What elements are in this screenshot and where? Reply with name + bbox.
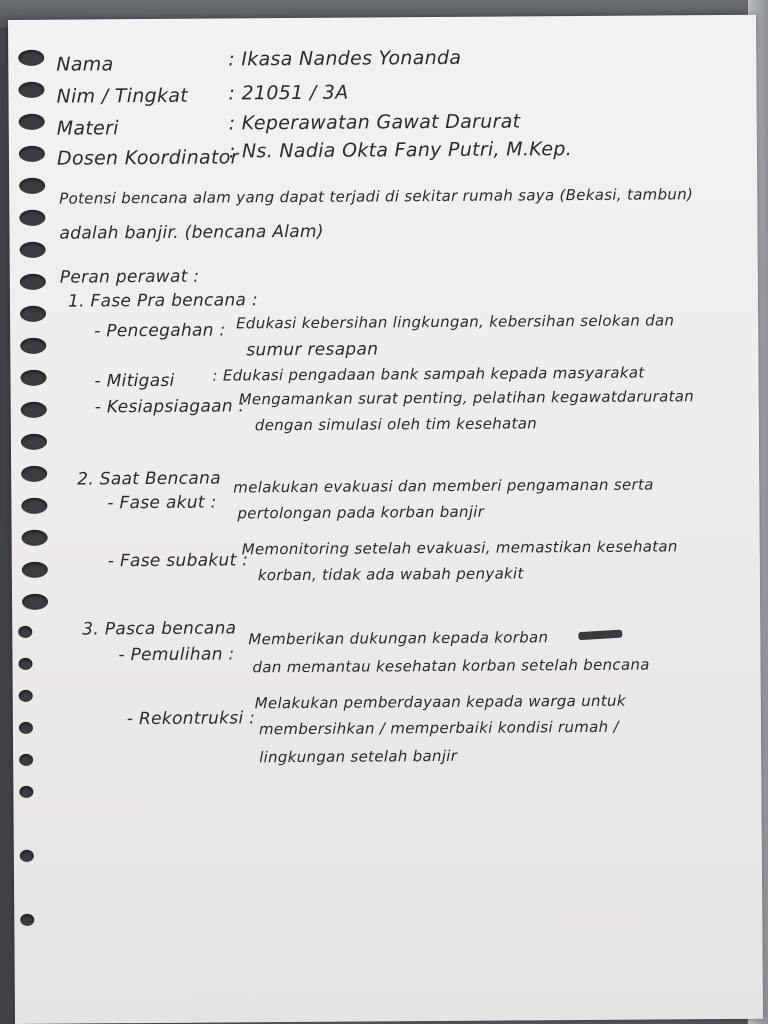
binder-hole xyxy=(20,242,46,258)
binder-hole xyxy=(19,722,33,734)
binder-hole xyxy=(20,274,46,290)
binder-hole xyxy=(19,114,45,130)
rekontruksi-text-3: lingkungan setelah banjir xyxy=(259,746,458,767)
fase-akut-text-1: melakukan evakuasi dan memberi pengamanan serta xyxy=(233,475,654,497)
pemulihan-text-2: dan memantau kesehatan korban setelah bencana xyxy=(252,655,650,677)
binder-hole xyxy=(20,850,34,862)
notebook-page xyxy=(8,15,763,1024)
pencegahan-label: - Pencegahan : xyxy=(94,320,226,342)
mitigasi-label: - Mitigasi xyxy=(94,370,175,392)
binder-hole xyxy=(21,434,47,450)
binder-hole xyxy=(19,146,45,162)
kesiapsiagaan-text-1: Mengamankan surat penting, pelatihan kegawatdaruratan xyxy=(238,387,695,409)
kesiapsiagaan-label: - Kesiapsiagaan : xyxy=(94,396,245,418)
binder-hole xyxy=(21,498,47,514)
intro-line-2: adalah banjir. (bencana Alam) xyxy=(59,221,324,244)
binder-hole xyxy=(18,626,32,638)
binder-hole xyxy=(20,306,46,322)
rekontruksi-text-1: Melakukan pemberdayaan kepada warga untuk xyxy=(254,691,626,713)
section2-title: 2. Saat Bencana xyxy=(77,468,221,490)
fase-subakut-text-2: korban, tidak ada wabah penyakit xyxy=(257,564,524,585)
dosen-label: Dosen Koordinator xyxy=(56,146,239,170)
binder-hole xyxy=(19,690,33,702)
nim-label: Nim / Tingkat xyxy=(56,84,189,108)
nim-value: : 21051 / 3A xyxy=(228,81,349,105)
fase-subakut-text-1: Memonitoring setelah evakuasi, memastikan kesehatan xyxy=(241,537,678,559)
nama-value: : Ikasa Nandes Yonanda xyxy=(228,46,462,71)
binder-hole xyxy=(22,530,48,546)
dosen-value: : Ns. Nadia Okta Fany Putri, M.Kep. xyxy=(228,138,573,163)
mitigasi-text-1: : Edukasi pengadaan bank sampah kepada masyarakat xyxy=(212,363,645,385)
binder-hole xyxy=(22,594,48,610)
binder-hole xyxy=(18,82,44,98)
section3-title: 3. Pasca bencana xyxy=(82,618,237,640)
crossed-out-word xyxy=(578,630,622,641)
pemulihan-text-1: Memberikan dukungan kepada korban xyxy=(248,628,549,649)
binder-hole xyxy=(22,562,48,578)
fase-akut-label: - Fase akut : xyxy=(107,492,217,514)
binder-hole xyxy=(18,658,32,670)
binder-hole xyxy=(20,338,46,354)
materi-label: Materi xyxy=(56,117,119,140)
materi-value: : Keperawatan Gawat Darurat xyxy=(228,110,521,135)
binder-holes xyxy=(18,20,61,1024)
fase-akut-text-2: pertolongan pada korban banjir xyxy=(237,502,485,523)
rekontruksi-label: - Rekontruksi : xyxy=(126,708,256,730)
binder-hole xyxy=(18,50,44,66)
kesiapsiagaan-text-2: dengan simulasi oleh tim kesehatan xyxy=(254,414,538,435)
fase-subakut-label: - Fase subakut : xyxy=(107,550,249,572)
binder-hole xyxy=(21,402,47,418)
binder-hole xyxy=(20,370,46,386)
pencegahan-text-2: sumur resapan xyxy=(246,339,379,361)
binder-hole xyxy=(19,786,33,798)
peran-title: Peran perawat : xyxy=(59,266,200,288)
rekontruksi-text-2: membersihkan / memperbaiki kondisi rumah / xyxy=(258,717,619,739)
binder-hole xyxy=(19,210,45,226)
pencegahan-text-1: Edukasi kebersihan lingkungan, kebersihan selokan dan xyxy=(236,311,675,333)
binder-hole xyxy=(20,914,34,926)
intro-line-1: Potensi bencana alam yang dapat terjadi di sekitar rumah saya (Bekasi, tambun) xyxy=(59,185,694,208)
section1-title: 1. Fase Pra bencana : xyxy=(67,290,259,312)
binder-hole xyxy=(19,754,33,766)
binder-hole xyxy=(19,178,45,194)
pemulihan-label: - Pemulihan : xyxy=(118,644,235,666)
binder-hole xyxy=(21,466,47,482)
nama-label: Nama xyxy=(56,53,114,76)
